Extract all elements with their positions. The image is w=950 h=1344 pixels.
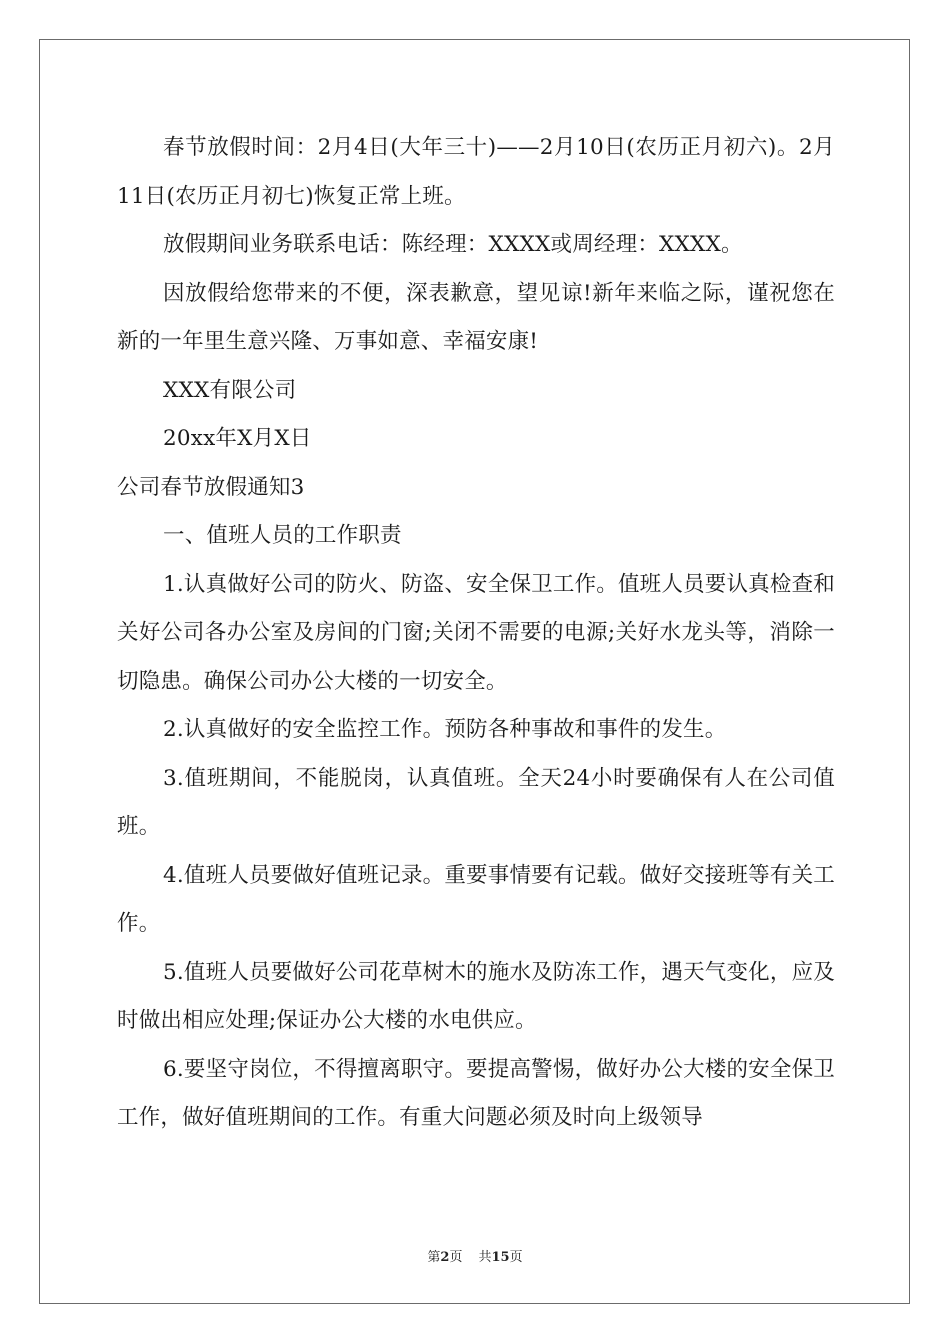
footer-page-suffix: 页 xyxy=(449,1250,463,1265)
footer-total-suffix: 页 xyxy=(509,1250,523,1265)
section-heading-duties: 一、值班人员的工作职责 xyxy=(163,523,402,548)
duty-item-4: 4.值班人员要做好值班记录。重要事情要有记载。做好交接班等有关工作。 xyxy=(117,862,835,936)
footer-page-number: 2 xyxy=(440,1250,450,1265)
paragraph-contact-phone: 放假期间业务联系电话：陈经理：XXXX或周经理：XXXX。 xyxy=(163,232,743,257)
signature-company: XXX有限公司 xyxy=(163,377,297,403)
document-body xyxy=(117,124,835,1143)
page-footer xyxy=(0,1246,950,1265)
footer-total-pages: 15 xyxy=(491,1250,510,1265)
duty-item-2: 2.认真做好的安全监控工作。预防各种事故和事件的发生。 xyxy=(163,717,727,742)
footer-total-prefix: 共 xyxy=(478,1250,492,1265)
footer-page-prefix: 第 xyxy=(427,1250,441,1265)
paragraph-holiday-dates: 春节放假时间：2月4日(大年三十)——2月10日(农历正月初六)。2月11日(农历正月初七)恢复正常上班。 xyxy=(117,135,835,209)
duty-item-1: 1.认真做好公司的防火、防盗、安全保卫工作。值班人员要认真检查和关好公司各办公室及房间的门窗;关闭不需要的电源;关好水龙头等，消除一切隐患。确保公司办公大楼的一切安全。 xyxy=(117,571,835,694)
duty-item-5: 5.值班人员要做好公司花草树木的施水及防冻工作，遇天气变化，应及时做出相应处理;保证办公大楼的水电供应。 xyxy=(117,959,835,1033)
duty-item-6: 6.要坚守岗位，不得擅离职守。要提高警惕，做好办公大楼的安全保卫工作，做好值班期间的工作。有重大问题必须及时向上级领导 xyxy=(117,1056,835,1130)
duty-item-3: 3.值班期间，不能脱岗，认真值班。全天24小时要确保有人在公司值班。 xyxy=(117,765,835,839)
section-title: 公司春节放假通知3 xyxy=(117,474,305,500)
paragraph-apology-greeting: 因放假给您带来的不便，深表歉意，望见谅!新年来临之际，谨祝您在新的一年里生意兴隆、万事如意、幸福安康! xyxy=(117,280,835,354)
signature-date: 20xx年X月X日 xyxy=(163,426,312,451)
